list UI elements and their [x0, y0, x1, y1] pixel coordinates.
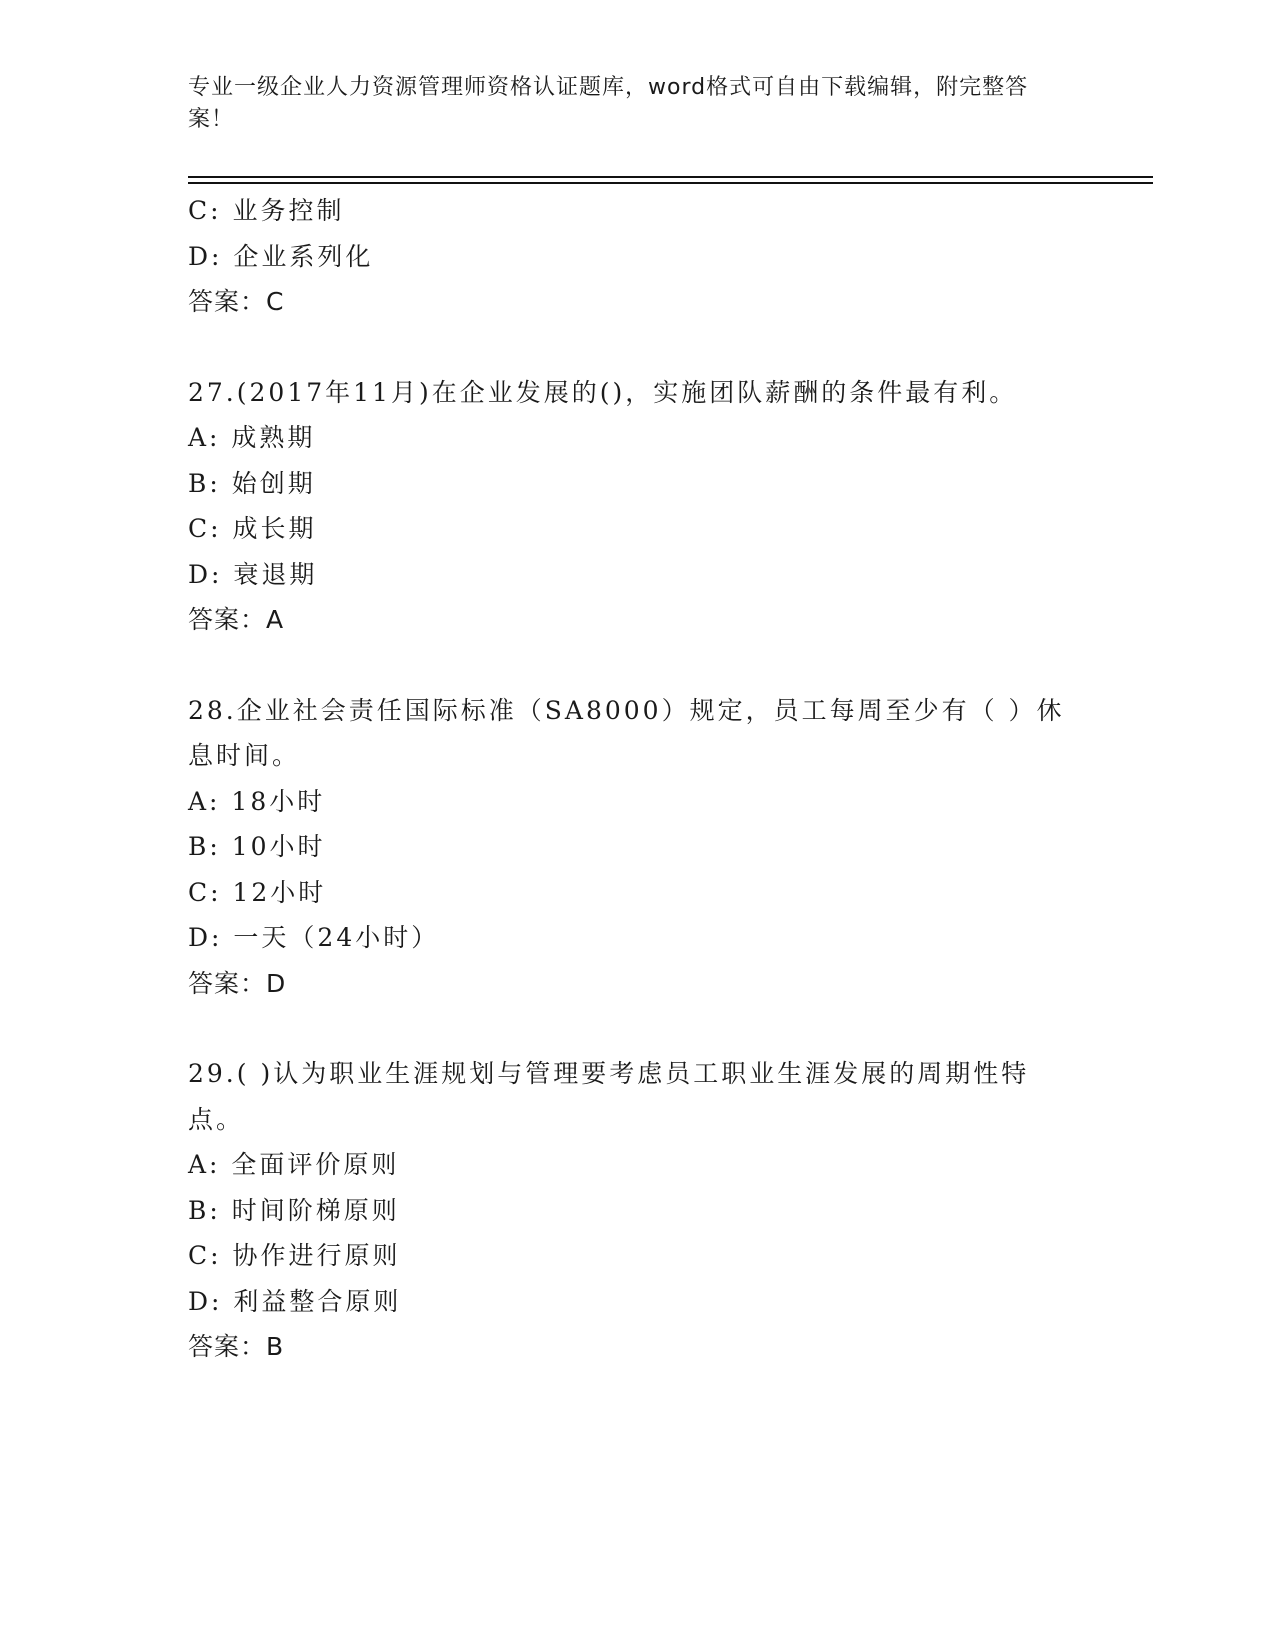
option-a: A: 18小时	[188, 786, 326, 816]
spacer	[188, 325, 1068, 370]
option-d: D: 一天（24小时）	[188, 923, 440, 952]
option-c: C: 协作进行原则	[188, 1241, 401, 1270]
question-stem: 28.企业社会责任国际标准（SA8000）规定，员工每周至少有（ ）休息时间。	[188, 695, 1065, 770]
question-28	[188, 688, 1068, 1007]
option-c: C: 12小时	[188, 877, 327, 907]
option-c: C: 业务控制	[188, 196, 345, 225]
option-c: C: 成长期	[188, 514, 317, 543]
answer: 答案：A	[188, 605, 285, 634]
header-rule-top	[188, 176, 1153, 178]
option-a: A: 全面评价原则	[188, 1150, 400, 1179]
question-stem: 29.( )认为职业生涯规划与管理要考虑员工职业生涯发展的周期性特点。	[188, 1059, 1030, 1134]
option-d: D: 企业系列化	[188, 241, 374, 271]
document-body	[188, 188, 1068, 1370]
answer: 答案：B	[188, 1332, 285, 1361]
option-b: B: 时间阶梯原则	[188, 1195, 400, 1225]
answer: 答案：C	[188, 287, 285, 316]
question-27	[188, 370, 1068, 643]
answer: 答案：D	[188, 968, 287, 998]
option-a: A: 成熟期	[188, 423, 316, 452]
option-d: D: 衰退期	[188, 559, 318, 589]
header-rule-bottom	[188, 182, 1153, 184]
document-header: 专业一级企业人力资源管理师资格认证题库，word格式可自由下载编辑，附完整答案！	[188, 75, 1029, 132]
question-26	[188, 188, 1068, 325]
question-29	[188, 1051, 1068, 1370]
question-stem: 27.(2017年11月)在企业发展的()，实施团队薪酬的条件最有利。	[188, 377, 1018, 407]
spacer	[188, 1006, 1068, 1051]
option-b: B: 10小时	[188, 832, 326, 861]
spacer	[188, 643, 1068, 688]
option-b: B: 始创期	[188, 468, 316, 498]
option-d: D: 利益整合原则	[188, 1286, 402, 1316]
